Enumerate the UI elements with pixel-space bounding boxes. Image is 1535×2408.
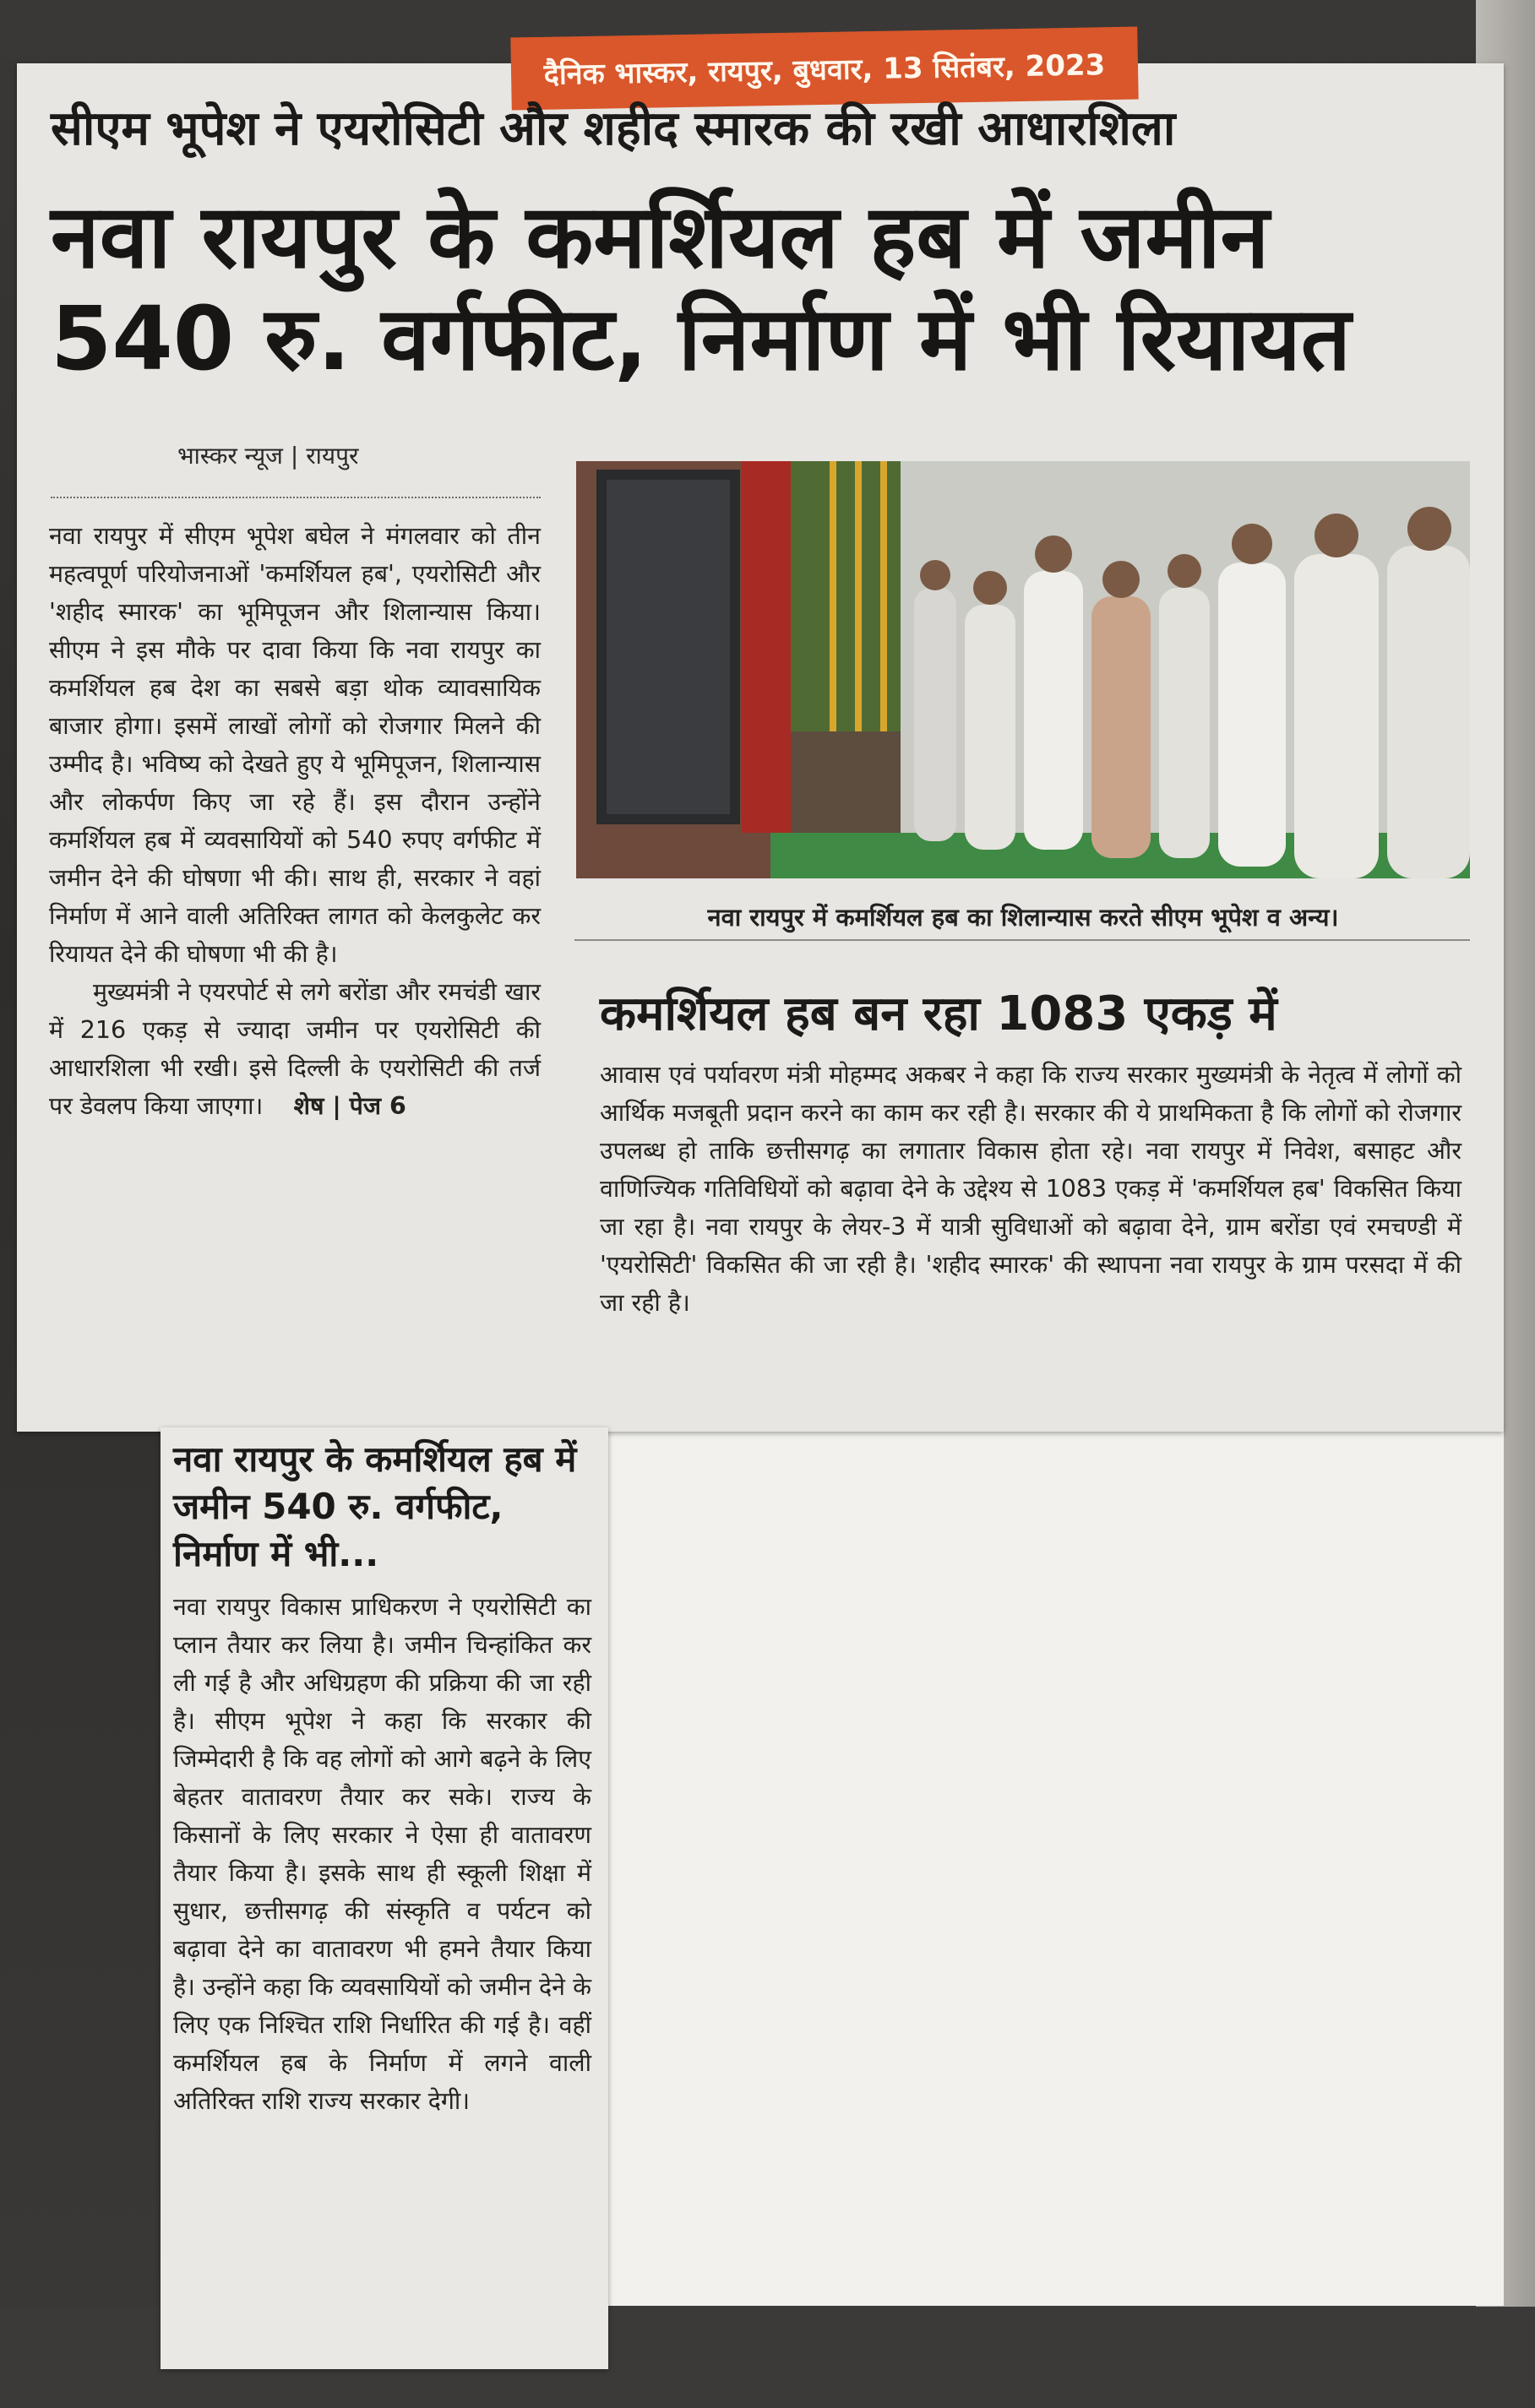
paragraph-2 (49, 973, 541, 1125)
continued-reference: शेष | पेज 6 (293, 1092, 406, 1120)
article-body-left (49, 517, 541, 1125)
blank-paper-sheet (591, 1427, 1504, 2306)
headline-line-2: 540 रु. वर्गफीट, निर्माण में भी रियायत (51, 286, 1351, 390)
main-headline (51, 186, 1470, 389)
photo-caption: नवा रायपुर में कमर्शियल हब का शिलान्यास करते सीएम भूपेश व अन्य। (707, 903, 1339, 932)
headline-line-1: नवा रायपुर के कमर्शियल हब में जमीन (51, 185, 1270, 288)
news-photo (576, 461, 1470, 878)
masthead-strip: दैनिक भास्कर, रायपुर, बुधवार, 13 सितंबर, 2023 (510, 27, 1138, 111)
paragraph-2-text: मुख्यमंत्री ने एयरपोर्ट से लगे बरोंडा और रमचंडी खार में 216 एकड़ से ज्यादा जमीन पर एयरोसिटी की आधारशिला भी रखी। इसे दिल्ली के एयरोसिटी की तर्ज पर डेवलप किया जाएगा। (49, 978, 541, 1120)
paragraph-1: नवा रायपुर में सीएम भूपेश बघेल ने मंगलवार को तीन महत्वपूर्ण परियोजनाओं 'कमर्शियल हब', एयरोसिटी और 'शहीद स्मारक' का भूमिपूजन और शिलान्यास किया। सीएम ने इस मौके पर दावा किया कि नवा रायपुर का कमर्शियल हब देश का सबसे बड़ा थोक व्यावसायिक बाजार होगा। इसमें लाखों लोगों को रोजगार मिलने की उम्मीद है। भविष्य को देखते हुए ये भूमिपूजन, शिलान्यास और लोकर्पण किए जा रहे हैं। इस दौरान उन्होंने कमर्शियल हब में व्यवसायियों को 540 रुपए वर्गफीट में जमीन देने की घोषणा भी की। साथ ही, सरकार ने वहां निर्माण में आने वाली अतिरिक्त लागत को केलकुलेट कर रियायत देने की घोषणा भी की है। (49, 522, 541, 968)
byline-divider (51, 497, 541, 498)
sidebar-headline: कमर्शियल हब बन रहा 1083 एकड़ में (600, 987, 1277, 1041)
kicker-headline: सीएम भूपेश ने एयरोसिटी और शहीद स्मारक की रखी आधारशिला (51, 101, 1176, 156)
continuation-body: नवा रायपुर विकास प्राधिकरण ने एयरोसिटी का प्लान तैयार कर लिया है। जमीन चिन्हांकित कर ली गई है और अधिग्रहण की प्रक्रिया की जा रही है। सीएम भूपेश ने कहा कि सरकार की जिम्मेदारी है कि वह लोगों को आगे बढ़ने के लिए बेहतर वातावरण तैयार कर सके। राज्य के किसानों के लिए सरकार ने ऐसा ही वातावरण तैयार किया है। इसके साथ ही स्कूली शिक्षा में सुधार, छत्तीसगढ़ की संस्कृति व पर्यटन को बढ़ावा देने का वातावरण भी हमने तैयार किया है। उन्होंने कहा कि व्यवसायियों को जमीन देने के लिए एक निश्चित राशि निर्धारित की गई है। वहीं कमर्शियल हब के निर्माण में लगने वाली अतिरिक्त राशि राज्य सरकार देगी। (173, 1593, 591, 2115)
photo-illustration (576, 461, 1470, 878)
sidebar-body: आवास एवं पर्यावरण मंत्री मोहम्मद अकबर ने कहा कि राज्य सरकार मुख्यमंत्री के नेतृत्व में लोगों को आर्थिक मजबूती प्रदान करने का काम कर रही है। सरकार की ये प्राथमिकता है कि लोगों को रोजगार उपलब्ध हो ताकि छत्तीसगढ़ का लगातार विकास होता रहे। नवा रायपुर में निवेश, बसाहट और वाणिज्यिक गतिविधियों को बढ़ावा देने के उद्देश्य से 1083 एकड़ में 'कमर्शियल हब' विकसित किया जा रहा है। नवा रायपुर के लेयर-3 में यात्री सुविधाओं को बढ़ावा देने, ग्राम बरोंडा एवं रमचण्डी में 'एयरोसिटी' विकसित की जा रही है। 'शहीद स्मारक' की स्थापना नवा रायपुर के ग्राम परसदा में की जा रही है। (600, 1061, 1462, 1317)
sidebar-rule (574, 939, 1470, 941)
byline: भास्कर न्यूज | रायपुर (177, 442, 359, 470)
continuation-headline: नवा रायपुर के कमर्शियल हब में जमीन 540 रु. वर्गफीट, निर्माण में भी... (173, 1438, 577, 1574)
